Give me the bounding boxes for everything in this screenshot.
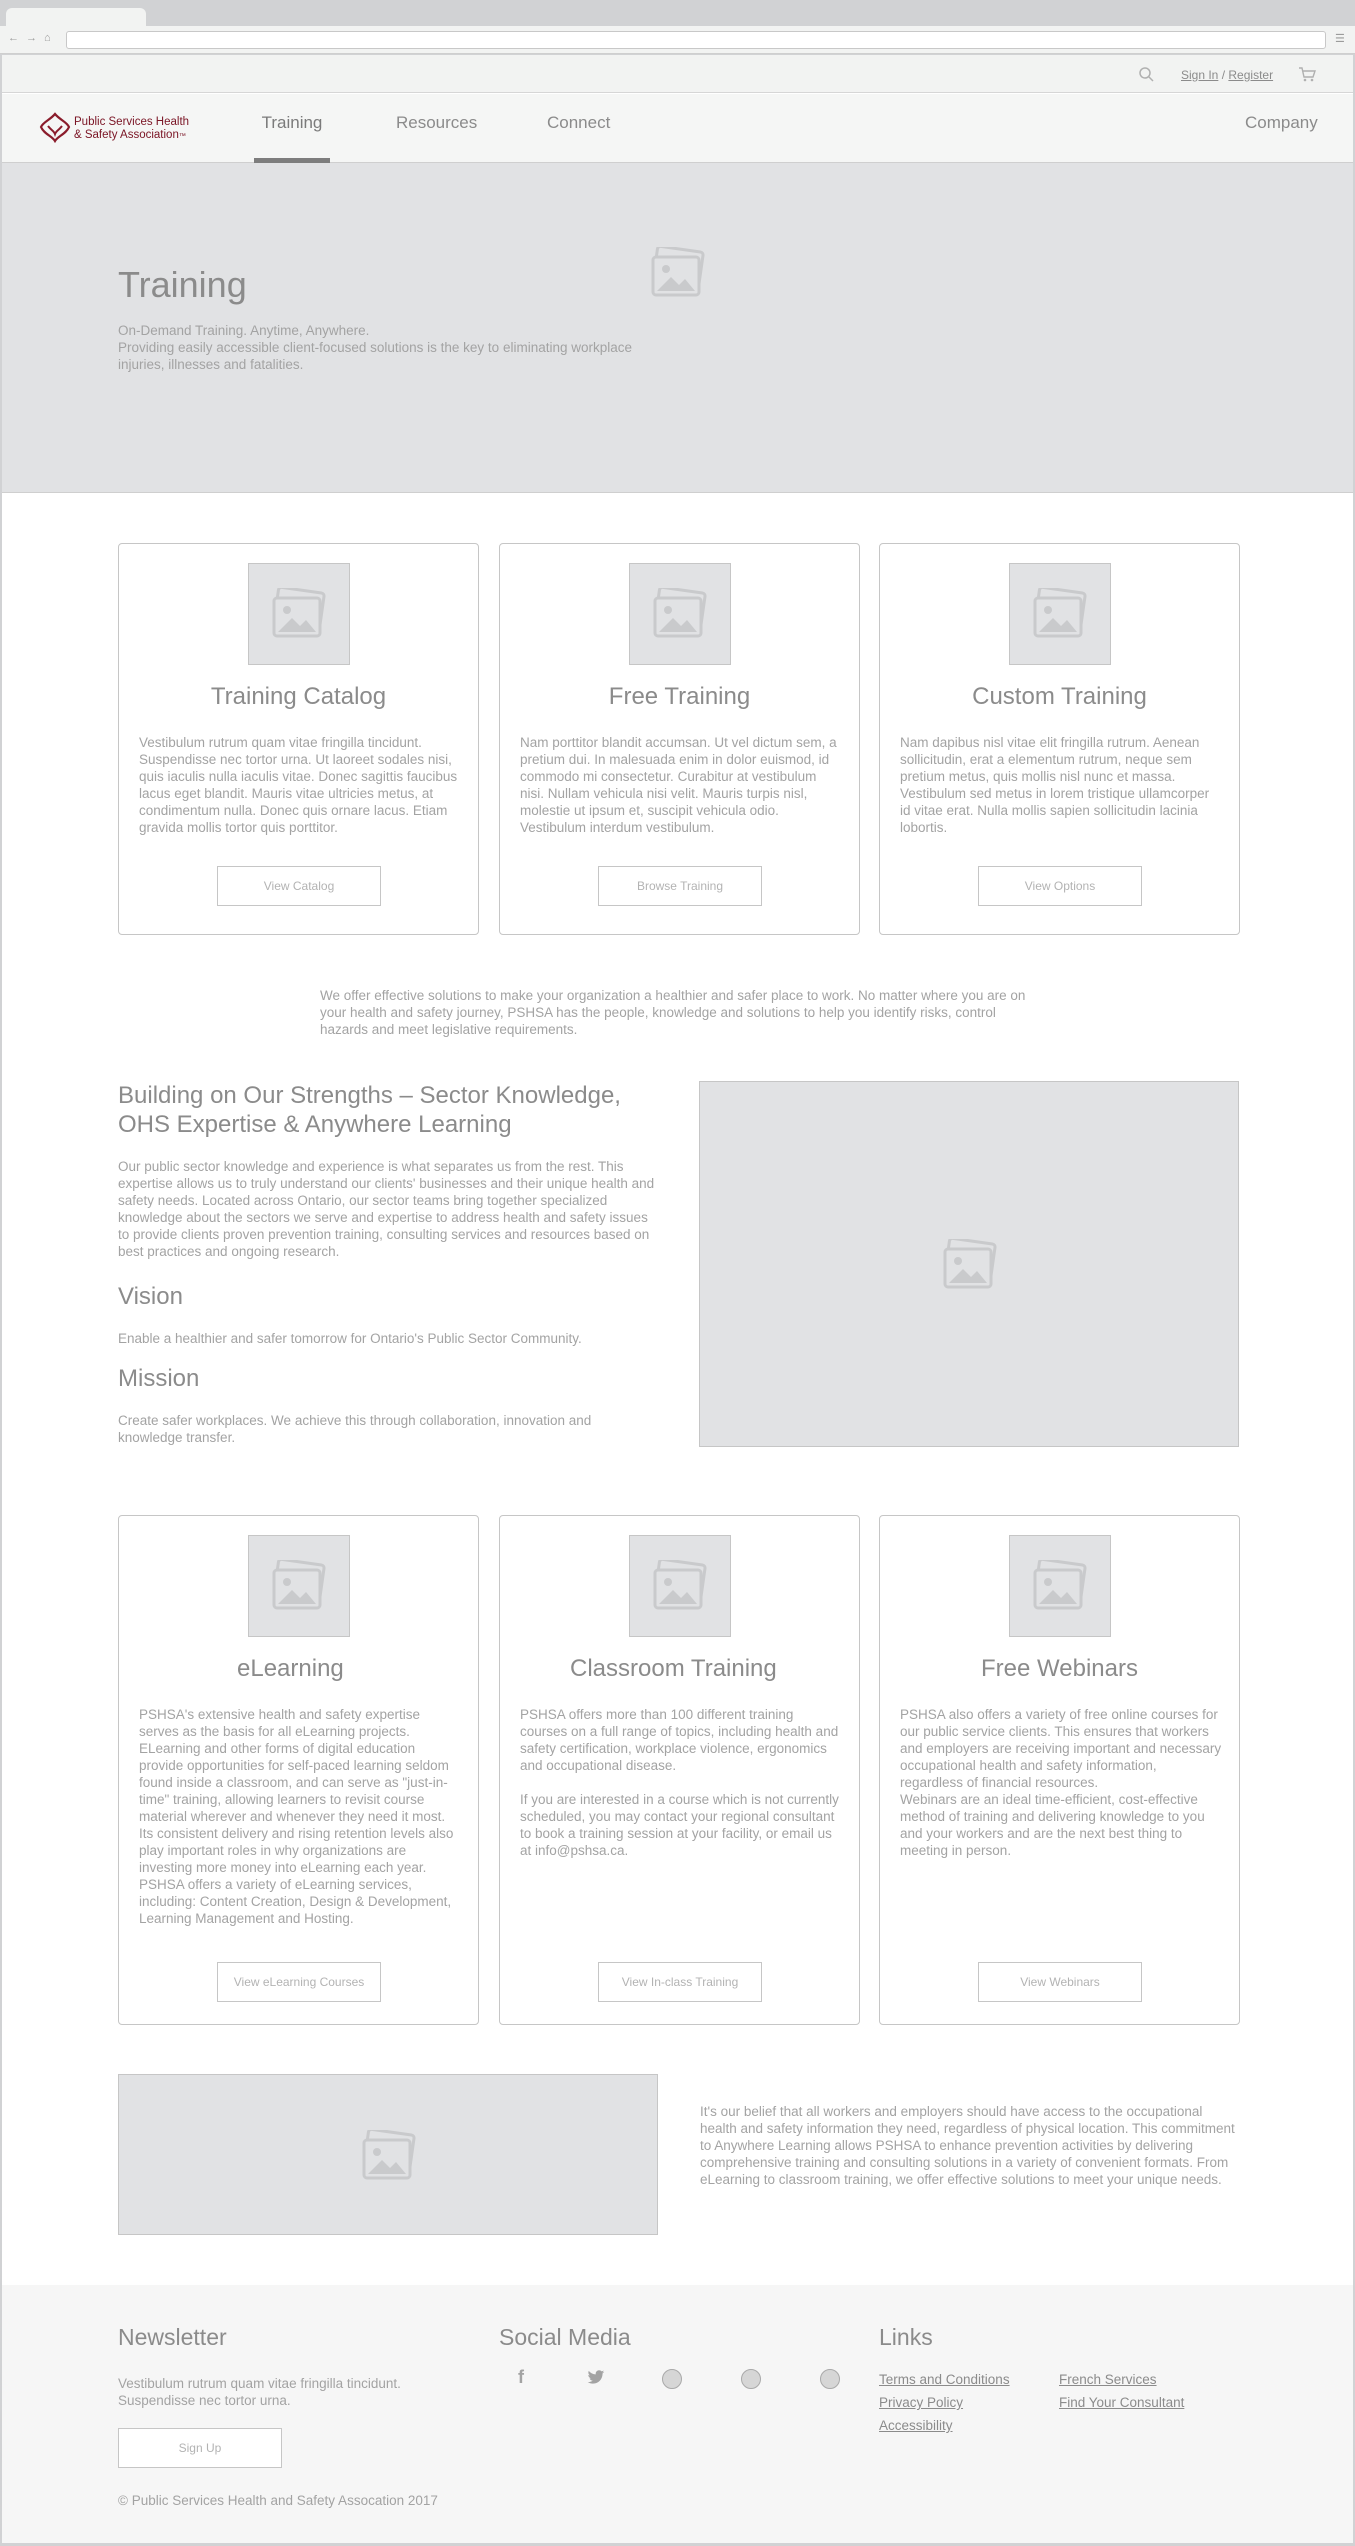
card-thumbnail (629, 1535, 731, 1637)
strengths-image (699, 1081, 1239, 1447)
view-elearning-courses-button[interactable]: View eLearning Courses (217, 1962, 381, 2002)
address-bar[interactable] (66, 31, 1326, 49)
terms-link[interactable]: Terms and Conditions (879, 2372, 1010, 2387)
strengths-text: Our public sector knowledge and experience is what separates us from the rest. This expertise allows us to truly understand our clients' businesses and their unique health and safety needs. Located across Ontario, our sector teams bring together specialized knowledge about the sectors we serve and expertise to address health and safety issues to provide clients proven prevention training, consulting services and resources based on best practices and ongoing research. (118, 1159, 655, 1259)
card-elearning (118, 1515, 479, 2025)
footer (2, 2285, 1353, 2543)
image-placeholder-icon (360, 2130, 418, 2182)
hero-description: Providing easily accessible client-focused solutions is the key to eliminating workplace injuries, illnesses and fatalities. (118, 340, 633, 372)
image-placeholder-icon (1031, 1560, 1089, 1612)
facebook-icon[interactable]: f (518, 2367, 524, 2387)
social-icon[interactable] (741, 2369, 761, 2389)
card-thumbnail (1009, 563, 1111, 665)
card-free-webinars (879, 1515, 1240, 2025)
image-placeholder-icon (1031, 588, 1089, 640)
intro-text: We offer effective solutions to make your organization a healthier and safer place to work. No matter where you are on your health and safety journey, PSHSA has the people, knowledge and solutions to help you identify risks, control hazards and meet legislative requirements. (320, 988, 1026, 1037)
home-icon[interactable]: ⌂ (44, 32, 51, 44)
privacy-policy-link[interactable]: Privacy Policy (879, 2395, 964, 2410)
belief-image (118, 2074, 658, 2235)
cart-icon[interactable] (1298, 66, 1316, 82)
view-in-class-training-button[interactable]: View In-class Training (598, 1962, 762, 2002)
search-icon[interactable] (1138, 66, 1154, 82)
card-classroom-training (499, 1515, 860, 2025)
card-title: Classroom Training (570, 1655, 777, 1682)
mission-heading: Mission (118, 1365, 200, 1392)
card-text: Nam dapibus nisl vitae elit fringilla rutrum. Aenean sollicitudin, erat a elementum rutrum, neque sem pretium metus, quis mollis nisl nunc et massa. Vestibulum sed metus in lorem tristique ullamcorper id vitae erat. Nulla mollis sapien sollicitudin lacinia lobortis. (900, 735, 1210, 835)
logo-mark-icon (38, 110, 72, 144)
browser-tab[interactable] (6, 8, 146, 26)
find-consultant-link[interactable]: Find Your Consultant (1059, 2395, 1185, 2410)
logo-text-line2: & Safety Association (74, 129, 179, 141)
social-icon[interactable] (662, 2369, 682, 2389)
image-placeholder-icon (270, 1560, 328, 1612)
view-options-button[interactable]: View Options (978, 866, 1142, 906)
pshsa-logo[interactable] (38, 110, 198, 150)
nav-resources[interactable]: Resources (396, 113, 478, 132)
card-title: Custom Training (972, 683, 1147, 710)
logo-text-line1: Public Services Health (74, 116, 190, 128)
card-thumbnail (1009, 1535, 1111, 1637)
browse-training-button[interactable]: Browse Training (598, 866, 762, 906)
logo-trademark: ™ (178, 133, 186, 140)
card-thumbnail (248, 563, 350, 665)
card-free-training (499, 543, 860, 935)
auth-separator: / (1221, 68, 1226, 82)
belief-text: It's our belief that all workers and employers should have access to the occupational health and safety information they need, regardless of physical location. This commitment to Anywhere Learning allows PSHSA to enhance prevention activities by delivering comprehensive training and consulting solutions in a variety of convenient formats. From eLearning to classroom training, we offer effective solutions to meet your unique needs. (700, 2104, 1235, 2187)
card-thumbnail (248, 1535, 350, 1637)
image-placeholder-icon (651, 588, 709, 640)
card-title: Free Webinars (981, 1655, 1138, 1682)
social-media-heading: Social Media (499, 2324, 631, 2350)
view-catalog-button[interactable]: View Catalog (217, 866, 381, 906)
card-text: Nam porttitor blandit accumsan. Ut vel dictum sem, a pretium dui. In malesuada enim in dolor euismod, id commodo mi consectetur. Curabitur at vestibulum nisi. Nullam vehicula nisi velit. Mauris turpis nisl, molestie ut ipsum et, suscipit vehicula odio. Vestibulum interdum vestibulum. (520, 735, 837, 835)
strengths-heading: Building on Our Strengths – Sector Knowledge, OHS Expertise & Anywhere Learning (118, 1082, 621, 1138)
card-text: PSHSA offers more than 100 different training courses on a full range of topics, including health and safety certification, workplace violence, ergonomics and occupational disease. (520, 1707, 839, 1773)
view-webinars-button[interactable]: View Webinars (978, 1962, 1142, 2002)
card-title: Training Catalog (210, 683, 387, 710)
card-text-secondary: Webinars are an ideal time-efficient, cost-effective method of training and delivering knowledge to you and your workers and are the next best thing to meeting in person. (900, 1792, 1205, 1858)
card-training-catalog (118, 543, 479, 935)
page (2, 55, 1353, 2543)
card-text: PSHSA also offers a variety of free online courses for our public service clients. This ensures that workers and employers are receiving important and necessary occupational health and safety information, regardless of financial resources. (900, 1707, 1222, 1790)
copyright: © Public Services Health and Safety Assocation 2017 (118, 2493, 438, 2508)
main-navigation (2, 94, 1353, 163)
card-custom-training (879, 543, 1240, 935)
hero-tagline: On-Demand Training. Anytime, Anywhere. (118, 323, 370, 338)
sign-in-link[interactable]: Sign In (1181, 68, 1219, 82)
nav-training[interactable]: Training (261, 113, 323, 132)
nav-connect[interactable]: Connect (547, 113, 611, 132)
french-services-link[interactable]: French Services (1059, 2372, 1157, 2387)
image-placeholder-icon (651, 1560, 709, 1612)
twitter-icon[interactable] (587, 2370, 605, 2385)
browser-toolbar (0, 26, 1355, 54)
back-icon[interactable]: ← (8, 32, 19, 44)
accessibility-link[interactable]: Accessibility (879, 2418, 953, 2433)
browser-tab-bar (0, 0, 1355, 26)
image-placeholder-icon (941, 1239, 999, 1291)
image-placeholder-icon (649, 247, 707, 299)
browser-menu-icon[interactable]: ☰ (1335, 33, 1345, 45)
page-title: Training (118, 264, 247, 305)
card-thumbnail (629, 563, 731, 665)
register-link[interactable]: Register (1228, 68, 1274, 82)
card-text-secondary: If you are interested in a course which is not currently scheduled, you may contact your regional consultant to book a training session at your facility, or email us at info@pshsa.ca. (520, 1792, 839, 1858)
card-title: eLearning (237, 1655, 344, 1682)
card-title: Free Training (608, 683, 751, 710)
sign-up-button[interactable]: Sign Up (118, 2428, 282, 2468)
newsletter-text: Vestibulum rutrum quam vitae fringilla tincidunt. Suspendisse nec tortor urna. (118, 2376, 401, 2408)
nav-company[interactable]: Company (1245, 113, 1318, 132)
social-icon[interactable] (820, 2369, 840, 2389)
mission-text: Create safer workplaces. We achieve this through collaboration, innovation and knowledge transfer. (118, 1413, 592, 1445)
hero-banner (2, 163, 1353, 493)
image-placeholder-icon (270, 588, 328, 640)
links-heading: Links (879, 2324, 933, 2350)
vision-heading: Vision (118, 1283, 183, 1310)
card-text: PSHSA's extensive health and safety expertise serves as the basis for all eLearning projects. ELearning and other forms of digital education provide opportunities for self-paced learning seldom found inside a classroom, and can serve as "just-in-time" training, allowing learners to revisit course material wherever and whenever they need it most. Its consistent delivery and rising retention levels also play important roles in why organizations are investing more money into eLearning each year. PSHSA offers a variety of eLearning services, including: Content Creation, Design & Development, Learning Management and Hosting. (139, 1707, 454, 1926)
utility-bar (2, 55, 1353, 93)
forward-icon[interactable]: → (26, 32, 37, 44)
vision-text: Enable a healthier and safer tomorrow for Ontario's Public Sector Community. (118, 1331, 582, 1346)
newsletter-heading: Newsletter (118, 2324, 227, 2350)
card-text: Vestibulum rutrum quam vitae fringilla tincidunt. Suspendisse nec tortor urna. Ut laoreet sodales nisi, quis iaculis nulla iaculis vitae. Donec sagittis faucibus lacus eget blandit. Mauris vitae ultricies metus, at condimentum nulla. Donec quis ornare lacus. Etiam gravida mollis tortor quis porttitor. (139, 735, 458, 835)
